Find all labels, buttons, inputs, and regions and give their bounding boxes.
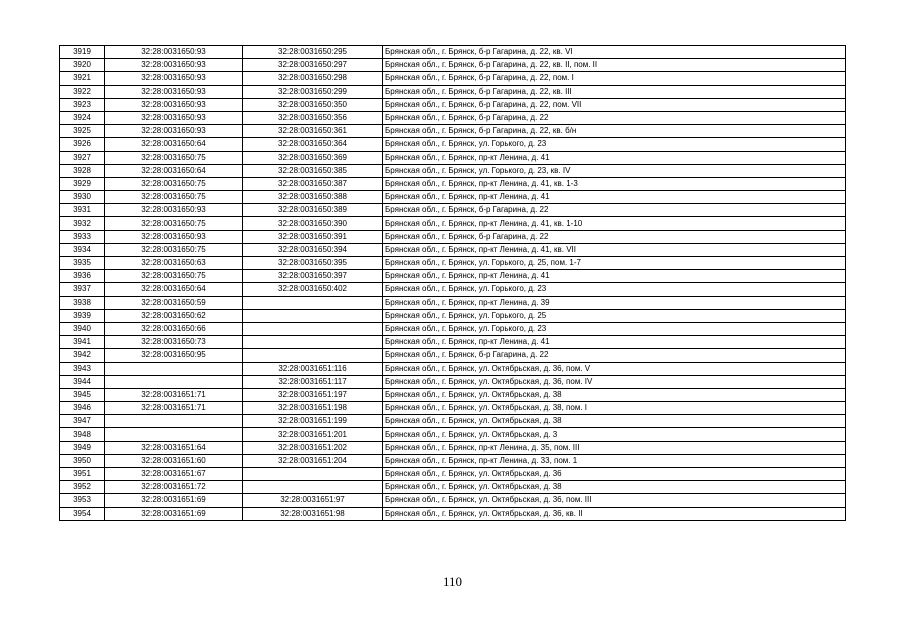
address: Брянская обл., г. Брянск, пр-кт Ленина, д. 33, пом. 1 [383,454,846,467]
cadastral-number [243,322,383,335]
row-number: 3922 [60,85,105,98]
cadastral-number: 32:28:0031651:198 [243,402,383,415]
row-number: 3925 [60,125,105,138]
table-row [60,98,846,111]
parent-cadastral-number: 32:28:0031650:75 [105,151,243,164]
cadastral-number [243,296,383,309]
parent-cadastral-number: 32:28:0031650:64 [105,283,243,296]
table-row [60,481,846,494]
cadastral-number: 32:28:0031650:295 [243,46,383,59]
row-number: 3934 [60,243,105,256]
address: Брянская обл., г. Брянск, б-р Гагарина, д. 22 [383,204,846,217]
parent-cadastral-number: 32:28:0031650:95 [105,349,243,362]
address: Брянская обл., г. Брянск, пр-кт Ленина, д. 41 [383,270,846,283]
table-row [60,177,846,190]
cadastral-number: 32:28:0031650:298 [243,72,383,85]
parent-cadastral-number: 32:28:0031650:93 [105,111,243,124]
parent-cadastral-number: 32:28:0031651:64 [105,441,243,454]
table-row [60,415,846,428]
row-number: 3943 [60,362,105,375]
table-row [60,230,846,243]
parent-cadastral-number [105,375,243,388]
cadastral-number: 32:28:0031650:391 [243,230,383,243]
address: Брянская обл., г. Брянск, ул. Горького, д. 25, пом. 1-7 [383,257,846,270]
address: Брянская обл., г. Брянск, пр-кт Ленина, д. 41 [383,151,846,164]
row-number: 3931 [60,204,105,217]
row-number: 3937 [60,283,105,296]
parent-cadastral-number: 32:28:0031650:59 [105,296,243,309]
parent-cadastral-number: 32:28:0031650:75 [105,191,243,204]
address: Брянская обл., г. Брянск, ул. Октябрьская, д. 36, пом. IV [383,375,846,388]
address: Брянская обл., г. Брянск, пр-кт Ленина, д. 41, кв. VII [383,243,846,256]
table-row [60,125,846,138]
row-number: 3936 [60,270,105,283]
address: Брянская обл., г. Брянск, б-р Гагарина, д. 22 [383,111,846,124]
table-row [60,362,846,375]
table-row [60,468,846,481]
cadastral-number: 32:28:0031650:361 [243,125,383,138]
address: Брянская обл., г. Брянск, пр-кт Ленина, д. 35, пом. III [383,441,846,454]
row-number: 3935 [60,257,105,270]
row-number: 3933 [60,230,105,243]
parent-cadastral-number: 32:28:0031651:72 [105,481,243,494]
table-row [60,388,846,401]
parent-cadastral-number: 32:28:0031650:93 [105,98,243,111]
address: Брянская обл., г. Брянск, б-р Гагарина, д. 22, кв. VI [383,46,846,59]
row-number: 3938 [60,296,105,309]
parent-cadastral-number: 32:28:0031650:93 [105,85,243,98]
cadastral-number: 32:28:0031651:117 [243,375,383,388]
address: Брянская обл., г. Брянск, ул. Октябрьская, д. 38 [383,481,846,494]
cadastral-number [243,309,383,322]
row-number: 3952 [60,481,105,494]
row-number: 3929 [60,177,105,190]
address: Брянская обл., г. Брянск, б-р Гагарина, д. 22 [383,349,846,362]
cadastral-number [243,481,383,494]
table-row [60,402,846,415]
table-body [60,46,846,521]
cadastral-number: 32:28:0031651:98 [243,507,383,520]
row-number: 3928 [60,164,105,177]
row-number: 3949 [60,441,105,454]
parent-cadastral-number: 32:28:0031650:75 [105,270,243,283]
page-number: 110 [442,574,463,589]
parent-cadastral-number: 32:28:0031650:93 [105,125,243,138]
address: Брянская обл., г. Брянск, б-р Гагарина, д. 22, пом. VII [383,98,846,111]
table-row [60,151,846,164]
cadastral-number: 32:28:0031650:390 [243,217,383,230]
cadastral-number: 32:28:0031651:204 [243,454,383,467]
address: Брянская обл., г. Брянск, ул. Октябрьская, д. 36, пом. V [383,362,846,375]
address: Брянская обл., г. Брянск, ул. Горького, д. 23 [383,283,846,296]
table-row [60,270,846,283]
parent-cadastral-number: 32:28:0031650:93 [105,46,243,59]
parent-cadastral-number: 32:28:0031651:67 [105,468,243,481]
address: Брянская обл., г. Брянск, ул. Горького, д. 25 [383,309,846,322]
table-row [60,59,846,72]
parent-cadastral-number [105,415,243,428]
row-number: 3944 [60,375,105,388]
address: Брянская обл., г. Брянск, б-р Гагарина, д. 22, кв. б/н [383,125,846,138]
address: Брянская обл., г. Брянск, ул. Октябрьская, д. 38, пом. I [383,402,846,415]
parent-cadastral-number: 32:28:0031650:64 [105,138,243,151]
parent-cadastral-number: 32:28:0031650:66 [105,322,243,335]
table-row [60,428,846,441]
cadastral-number: 32:28:0031651:201 [243,428,383,441]
row-number: 3939 [60,309,105,322]
cadastral-number: 32:28:0031650:397 [243,270,383,283]
address: Брянская обл., г. Брянск, ул. Октябрьская, д. 36, кв. II [383,507,846,520]
cadastral-number: 32:28:0031651:199 [243,415,383,428]
parent-cadastral-number [105,362,243,375]
cadastral-number [243,349,383,362]
table-row [60,164,846,177]
address: Брянская обл., г. Брянск, пр-кт Ленина, д. 41 [383,336,846,349]
table-row [60,349,846,362]
cadastral-number [243,336,383,349]
row-number: 3919 [60,46,105,59]
cadastral-number: 32:28:0031651:202 [243,441,383,454]
parent-cadastral-number: 32:28:0031650:93 [105,72,243,85]
cadastral-number: 32:28:0031650:350 [243,98,383,111]
address: Брянская обл., г. Брянск, пр-кт Ленина, д. 41 [383,191,846,204]
cadastral-table [59,45,846,521]
row-number: 3950 [60,454,105,467]
parent-cadastral-number: 32:28:0031650:75 [105,243,243,256]
cadastral-number: 32:28:0031650:369 [243,151,383,164]
row-number: 3927 [60,151,105,164]
row-number: 3948 [60,428,105,441]
address: Брянская обл., г. Брянск, б-р Гагарина, д. 22, кв. III [383,85,846,98]
table-row [60,494,846,507]
address: Брянская обл., г. Брянск, ул. Горького, д. 23 [383,322,846,335]
row-number: 3921 [60,72,105,85]
row-number: 3946 [60,402,105,415]
row-number: 3940 [60,322,105,335]
address: Брянская обл., г. Брянск, ул. Горького, д. 23, кв. IV [383,164,846,177]
address: Брянская обл., г. Брянск, пр-кт Ленина, д. 41, кв. 1-10 [383,217,846,230]
parent-cadastral-number: 32:28:0031651:71 [105,402,243,415]
row-number: 3930 [60,191,105,204]
cadastral-number: 32:28:0031650:356 [243,111,383,124]
address: Брянская обл., г. Брянск, ул. Октябрьская, д. 3 [383,428,846,441]
table-row [60,322,846,335]
cadastral-number: 32:28:0031650:364 [243,138,383,151]
parent-cadastral-number: 32:28:0031650:93 [105,59,243,72]
address: Брянская обл., г. Брянск, ул. Октябрьская, д. 38 [383,415,846,428]
parent-cadastral-number: 32:28:0031651:60 [105,454,243,467]
parent-cadastral-number: 32:28:0031651:71 [105,388,243,401]
address: Брянская обл., г. Брянск, б-р Гагарина, д. 22 [383,230,846,243]
table-row [60,507,846,520]
table-row [60,336,846,349]
parent-cadastral-number: 32:28:0031650:75 [105,217,243,230]
cadastral-number: 32:28:0031651:116 [243,362,383,375]
table-row [60,454,846,467]
table-row [60,243,846,256]
cadastral-number: 32:28:0031651:97 [243,494,383,507]
parent-cadastral-number: 32:28:0031650:62 [105,309,243,322]
row-number: 3932 [60,217,105,230]
table-row [60,46,846,59]
parent-cadastral-number: 32:28:0031650:63 [105,257,243,270]
cadastral-number: 32:28:0031650:299 [243,85,383,98]
row-number: 3951 [60,468,105,481]
table-row [60,72,846,85]
table-row [60,204,846,217]
address: Брянская обл., г. Брянск, ул. Октябрьская, д. 36 [383,468,846,481]
row-number: 3945 [60,388,105,401]
row-number: 3947 [60,415,105,428]
address: Брянская обл., г. Брянск, ул. Октябрьская, д. 36, пом. III [383,494,846,507]
parent-cadastral-number: 32:28:0031650:93 [105,204,243,217]
address: Брянская обл., г. Брянск, б-р Гагарина, д. 22, кв. II, пом. II [383,59,846,72]
parent-cadastral-number: 32:28:0031650:75 [105,177,243,190]
table-row [60,111,846,124]
cadastral-number: 32:28:0031650:389 [243,204,383,217]
row-number: 3942 [60,349,105,362]
cadastral-number: 32:28:0031650:297 [243,59,383,72]
table-row [60,138,846,151]
row-number: 3954 [60,507,105,520]
parent-cadastral-number: 32:28:0031650:73 [105,336,243,349]
cadastral-number: 32:28:0031650:387 [243,177,383,190]
parent-cadastral-number: 32:28:0031651:69 [105,494,243,507]
table-row [60,441,846,454]
cadastral-number: 32:28:0031650:395 [243,257,383,270]
parent-cadastral-number: 32:28:0031650:64 [105,164,243,177]
address: Брянская обл., г. Брянск, пр-кт Ленина, д. 41, кв. 1-3 [383,177,846,190]
parent-cadastral-number: 32:28:0031650:93 [105,230,243,243]
table-row [60,296,846,309]
row-number: 3924 [60,111,105,124]
parent-cadastral-number: 32:28:0031651:69 [105,507,243,520]
table-row [60,283,846,296]
row-number: 3923 [60,98,105,111]
table-row [60,375,846,388]
table-row [60,191,846,204]
table-row [60,257,846,270]
address: Брянская обл., г. Брянск, ул. Горького, д. 23 [383,138,846,151]
row-number: 3926 [60,138,105,151]
table-row [60,217,846,230]
cadastral-number: 32:28:0031650:394 [243,243,383,256]
parent-cadastral-number [105,428,243,441]
cadastral-number: 32:28:0031651:197 [243,388,383,401]
cadastral-number: 32:28:0031650:402 [243,283,383,296]
cadastral-number [243,468,383,481]
address: Брянская обл., г. Брянск, ул. Октябрьская, д. 38 [383,388,846,401]
table-row [60,85,846,98]
cadastral-number: 32:28:0031650:385 [243,164,383,177]
row-number: 3920 [60,59,105,72]
cadastral-number: 32:28:0031650:388 [243,191,383,204]
row-number: 3953 [60,494,105,507]
table-row [60,309,846,322]
row-number: 3941 [60,336,105,349]
address: Брянская обл., г. Брянск, пр-кт Ленина, д. 39 [383,296,846,309]
address: Брянская обл., г. Брянск, б-р Гагарина, д. 22, пом. I [383,72,846,85]
